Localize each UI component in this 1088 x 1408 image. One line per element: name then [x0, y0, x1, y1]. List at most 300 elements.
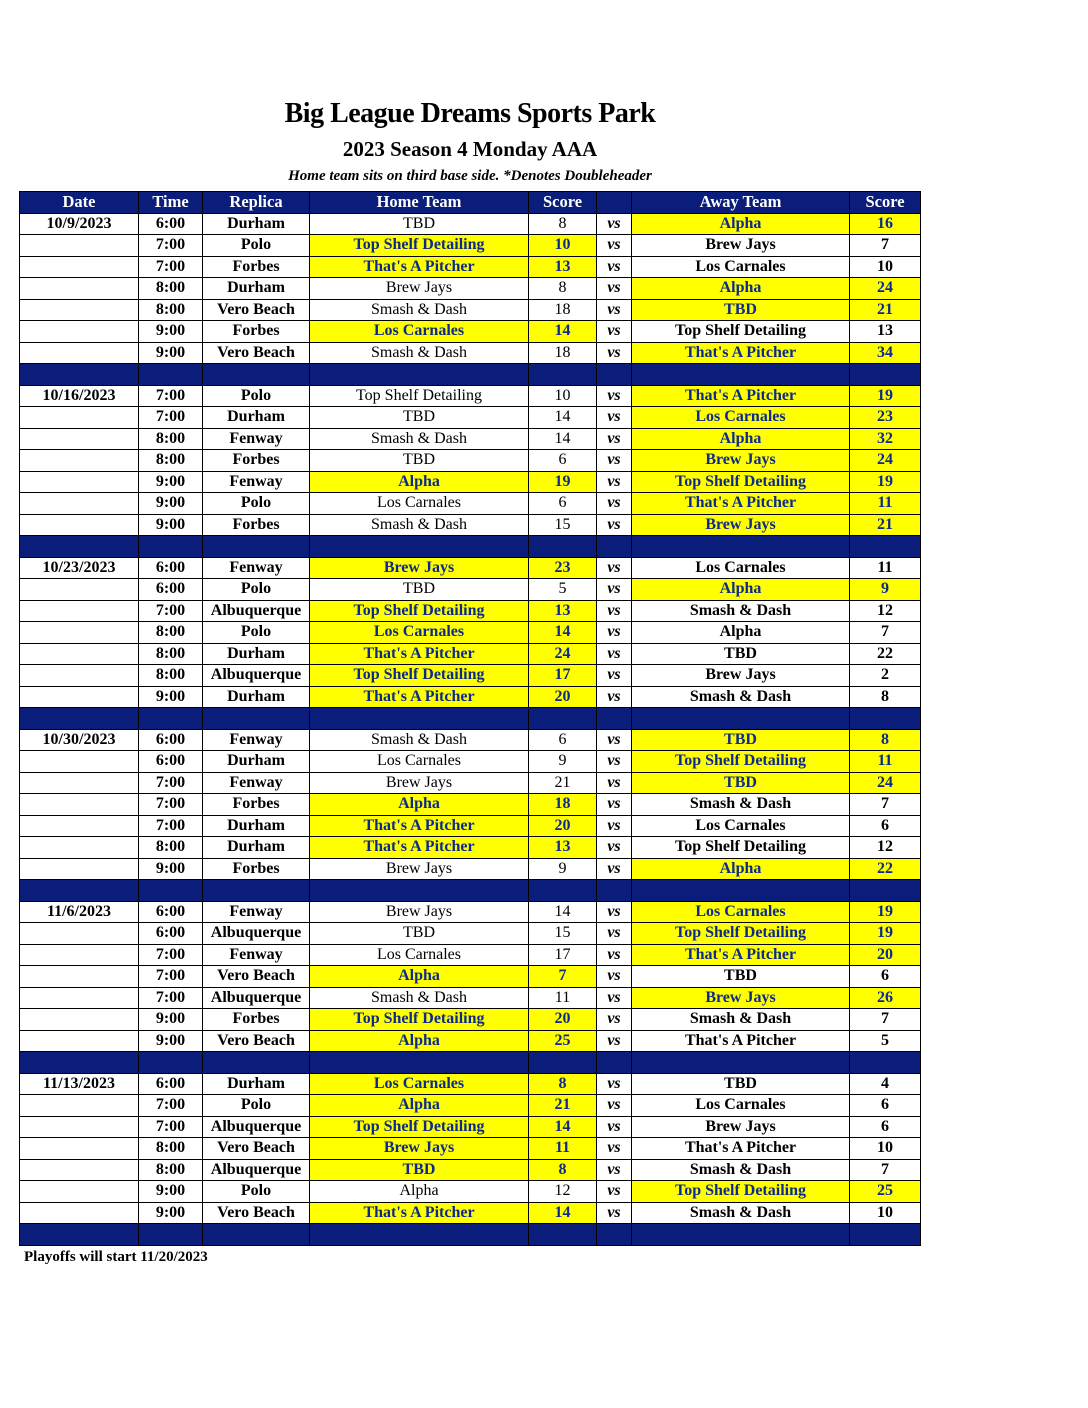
home-score-cell: 20: [529, 686, 597, 708]
field-cell: Forbes: [203, 256, 310, 278]
vs-cell: vs: [597, 299, 632, 321]
away-score-cell: 24: [850, 450, 921, 472]
away-score-cell: 10: [850, 1138, 921, 1160]
time-cell: 7:00: [139, 815, 203, 837]
vs-cell: vs: [597, 987, 632, 1009]
date-cell: 11/6/2023: [20, 901, 139, 923]
page-title: Big League Dreams Sports Park: [284, 98, 656, 129]
vs-cell: vs: [597, 1159, 632, 1181]
away-team-cell: Los Carnales: [632, 407, 850, 429]
home-team-cell: That's A Pitcher: [310, 643, 529, 665]
time-cell: 6:00: [139, 213, 203, 235]
home-score-cell: 14: [529, 622, 597, 644]
table-row: [20, 557, 921, 579]
home-score-cell: 21: [529, 772, 597, 794]
field-cell: Durham: [203, 837, 310, 859]
away-team-cell: Los Carnales: [632, 1095, 850, 1117]
field-cell: Albuquerque: [203, 600, 310, 622]
field-cell: Vero Beach: [203, 1138, 310, 1160]
table-row: [20, 923, 921, 945]
away-team-cell: That's A Pitcher: [632, 385, 850, 407]
table-row: [20, 751, 921, 773]
field-cell: Vero Beach: [203, 966, 310, 988]
home-score-cell: 13: [529, 256, 597, 278]
field-cell: Albuquerque: [203, 1116, 310, 1138]
time-cell: 8:00: [139, 622, 203, 644]
date-cell: [20, 471, 139, 493]
home-score-cell: 15: [529, 923, 597, 945]
away-team-cell: TBD: [632, 772, 850, 794]
vs-cell: vs: [597, 858, 632, 880]
away-team-cell: Brew Jays: [632, 665, 850, 687]
time-cell: 7:00: [139, 256, 203, 278]
date-cell: 10/16/2023: [20, 385, 139, 407]
time-cell: 9:00: [139, 1009, 203, 1031]
date-cell: [20, 256, 139, 278]
date-cell: [20, 622, 139, 644]
table-row: [20, 1202, 921, 1224]
away-team-cell: TBD: [632, 299, 850, 321]
home-team-cell: Los Carnales: [310, 944, 529, 966]
vs-cell: vs: [597, 1073, 632, 1095]
home-team-cell: TBD: [310, 1159, 529, 1181]
time-cell: 7:00: [139, 794, 203, 816]
schedule-note: Home team sits on third base side. *Denotes Doubleheader: [288, 168, 652, 184]
schedule-body: [20, 213, 921, 1245]
time-cell: 8:00: [139, 1138, 203, 1160]
home-team-cell: Brew Jays: [310, 1138, 529, 1160]
home-score-cell: 14: [529, 1116, 597, 1138]
field-cell: Albuquerque: [203, 923, 310, 945]
time-cell: 9:00: [139, 342, 203, 364]
separator-cell: [203, 880, 310, 902]
field-cell: Vero Beach: [203, 342, 310, 364]
away-score-cell: 6: [850, 815, 921, 837]
table-row: [20, 600, 921, 622]
away-team-cell: Brew Jays: [632, 235, 850, 257]
time-cell: 7:00: [139, 385, 203, 407]
date-cell: [20, 1181, 139, 1203]
vs-cell: vs: [597, 321, 632, 343]
home-team-cell: Smash & Dash: [310, 514, 529, 536]
separator-cell: [597, 536, 632, 558]
home-team-cell: TBD: [310, 450, 529, 472]
away-score-cell: 6: [850, 966, 921, 988]
time-cell: 8:00: [139, 278, 203, 300]
home-score-cell: 18: [529, 299, 597, 321]
vs-cell: vs: [597, 1202, 632, 1224]
home-team-cell: That's A Pitcher: [310, 815, 529, 837]
date-cell: [20, 514, 139, 536]
field-cell: Polo: [203, 579, 310, 601]
home-team-cell: TBD: [310, 579, 529, 601]
vs-cell: vs: [597, 1095, 632, 1117]
away-team-cell: TBD: [632, 1073, 850, 1095]
date-cell: [20, 1159, 139, 1181]
separator-cell: [632, 536, 850, 558]
separator-cell: [310, 1224, 529, 1246]
week-separator-row: [20, 708, 921, 730]
table-row: [20, 772, 921, 794]
separator-cell: [850, 536, 921, 558]
home-score-cell: 14: [529, 1202, 597, 1224]
away-score-cell: 10: [850, 256, 921, 278]
separator-cell: [310, 536, 529, 558]
field-cell: Fenway: [203, 944, 310, 966]
home-team-cell: Brew Jays: [310, 557, 529, 579]
table-header-row: [20, 192, 921, 214]
away-score-cell: 11: [850, 493, 921, 515]
separator-cell: [20, 364, 139, 386]
time-cell: 9:00: [139, 514, 203, 536]
away-score-cell: 7: [850, 794, 921, 816]
time-cell: 9:00: [139, 686, 203, 708]
home-team-cell: TBD: [310, 213, 529, 235]
home-team-cell: That's A Pitcher: [310, 1202, 529, 1224]
away-team-cell: Los Carnales: [632, 901, 850, 923]
date-cell: [20, 1202, 139, 1224]
home-score-cell: 6: [529, 493, 597, 515]
vs-cell: vs: [597, 579, 632, 601]
vs-cell: vs: [597, 944, 632, 966]
home-score-cell: 8: [529, 1073, 597, 1095]
away-team-cell: Los Carnales: [632, 557, 850, 579]
away-score-cell: 5: [850, 1030, 921, 1052]
separator-cell: [203, 1052, 310, 1074]
table-row: [20, 1095, 921, 1117]
vs-cell: vs: [597, 729, 632, 751]
home-team-cell: Los Carnales: [310, 1073, 529, 1095]
date-cell: [20, 815, 139, 837]
separator-cell: [203, 708, 310, 730]
date-cell: [20, 342, 139, 364]
time-cell: 9:00: [139, 1181, 203, 1203]
home-score-cell: 13: [529, 837, 597, 859]
home-score-cell: 10: [529, 235, 597, 257]
home-team-cell: Smash & Dash: [310, 987, 529, 1009]
vs-cell: vs: [597, 794, 632, 816]
home-team-cell: Top Shelf Detailing: [310, 1009, 529, 1031]
home-team-cell: Top Shelf Detailing: [310, 665, 529, 687]
vs-cell: vs: [597, 1030, 632, 1052]
vs-cell: vs: [597, 213, 632, 235]
away-team-cell: Alpha: [632, 278, 850, 300]
date-cell: [20, 923, 139, 945]
date-cell: [20, 321, 139, 343]
date-cell: [20, 428, 139, 450]
week-separator-row: [20, 1224, 921, 1246]
home-team-cell: Top Shelf Detailing: [310, 235, 529, 257]
date-cell: [20, 643, 139, 665]
home-score-cell: 18: [529, 342, 597, 364]
away-team-cell: TBD: [632, 966, 850, 988]
home-score-cell: 7: [529, 966, 597, 988]
field-cell: Durham: [203, 278, 310, 300]
table-row: [20, 385, 921, 407]
separator-cell: [850, 364, 921, 386]
separator-cell: [139, 1224, 203, 1246]
date-cell: [20, 665, 139, 687]
away-score-cell: 22: [850, 858, 921, 880]
away-team-cell: Top Shelf Detailing: [632, 471, 850, 493]
separator-cell: [139, 880, 203, 902]
field-cell: Forbes: [203, 321, 310, 343]
separator-cell: [310, 1052, 529, 1074]
vs-cell: vs: [597, 514, 632, 536]
time-cell: 7:00: [139, 1116, 203, 1138]
table-row: [20, 471, 921, 493]
time-cell: 8:00: [139, 837, 203, 859]
away-team-cell: TBD: [632, 643, 850, 665]
time-cell: 7:00: [139, 966, 203, 988]
field-cell: Durham: [203, 643, 310, 665]
table-row: [20, 493, 921, 515]
away-team-cell: Top Shelf Detailing: [632, 1181, 850, 1203]
away-team-cell: Smash & Dash: [632, 686, 850, 708]
field-cell: Forbes: [203, 450, 310, 472]
col-header-time: Time: [139, 192, 203, 214]
home-team-cell: Top Shelf Detailing: [310, 600, 529, 622]
date-cell: [20, 493, 139, 515]
time-cell: 8:00: [139, 1159, 203, 1181]
away-score-cell: 24: [850, 278, 921, 300]
table-row: [20, 342, 921, 364]
vs-cell: vs: [597, 493, 632, 515]
field-cell: Fenway: [203, 428, 310, 450]
home-score-cell: 6: [529, 450, 597, 472]
home-score-cell: 12: [529, 1181, 597, 1203]
away-team-cell: Alpha: [632, 858, 850, 880]
away-score-cell: 25: [850, 1181, 921, 1203]
col-header-date: Date: [20, 192, 139, 214]
home-score-cell: 14: [529, 428, 597, 450]
home-team-cell: TBD: [310, 923, 529, 945]
field-cell: Durham: [203, 1073, 310, 1095]
field-cell: Polo: [203, 493, 310, 515]
separator-cell: [597, 1052, 632, 1074]
table-row: [20, 901, 921, 923]
col-header-home-team: Home Team: [310, 192, 529, 214]
home-team-cell: Alpha: [310, 1030, 529, 1052]
field-cell: Vero Beach: [203, 1030, 310, 1052]
date-cell: [20, 1116, 139, 1138]
date-cell: [20, 1095, 139, 1117]
vs-cell: vs: [597, 1009, 632, 1031]
away-score-cell: 16: [850, 213, 921, 235]
separator-cell: [597, 1224, 632, 1246]
separator-cell: [310, 364, 529, 386]
home-team-cell: Alpha: [310, 1095, 529, 1117]
date-cell: [20, 837, 139, 859]
field-cell: Albuquerque: [203, 987, 310, 1009]
vs-cell: vs: [597, 342, 632, 364]
table-row: [20, 1009, 921, 1031]
page-subtitle: 2023 Season 4 Monday AAA: [342, 137, 598, 161]
away-team-cell: Brew Jays: [632, 514, 850, 536]
away-score-cell: 34: [850, 342, 921, 364]
away-score-cell: 19: [850, 901, 921, 923]
away-score-cell: 32: [850, 428, 921, 450]
home-score-cell: 21: [529, 1095, 597, 1117]
away-team-cell: Smash & Dash: [632, 794, 850, 816]
separator-cell: [139, 1052, 203, 1074]
home-team-cell: Alpha: [310, 794, 529, 816]
separator-cell: [529, 364, 597, 386]
separator-cell: [20, 880, 139, 902]
vs-cell: vs: [597, 450, 632, 472]
away-team-cell: Los Carnales: [632, 256, 850, 278]
away-team-cell: Los Carnales: [632, 815, 850, 837]
home-score-cell: 18: [529, 794, 597, 816]
table-row: [20, 256, 921, 278]
home-team-cell: Top Shelf Detailing: [310, 385, 529, 407]
home-score-cell: 8: [529, 278, 597, 300]
time-cell: 6:00: [139, 1073, 203, 1095]
separator-cell: [632, 1052, 850, 1074]
home-score-cell: 6: [529, 729, 597, 751]
col-header-away-team: Away Team: [632, 192, 850, 214]
field-cell: Fenway: [203, 772, 310, 794]
date-cell: [20, 1138, 139, 1160]
time-cell: 8:00: [139, 643, 203, 665]
field-cell: Albuquerque: [203, 665, 310, 687]
date-cell: [20, 751, 139, 773]
vs-cell: vs: [597, 686, 632, 708]
date-cell: [20, 772, 139, 794]
time-cell: 7:00: [139, 407, 203, 429]
away-score-cell: 10: [850, 1202, 921, 1224]
home-score-cell: 14: [529, 407, 597, 429]
away-team-cell: Smash & Dash: [632, 1159, 850, 1181]
table-row: [20, 1159, 921, 1181]
vs-cell: vs: [597, 901, 632, 923]
away-team-cell: TBD: [632, 729, 850, 751]
date-cell: [20, 450, 139, 472]
field-cell: Vero Beach: [203, 1202, 310, 1224]
date-cell: [20, 944, 139, 966]
home-team-cell: Top Shelf Detailing: [310, 1116, 529, 1138]
home-score-cell: 13: [529, 600, 597, 622]
vs-cell: vs: [597, 665, 632, 687]
separator-cell: [529, 1052, 597, 1074]
date-cell: 10/30/2023: [20, 729, 139, 751]
home-team-cell: Brew Jays: [310, 858, 529, 880]
away-score-cell: 24: [850, 772, 921, 794]
separator-cell: [850, 880, 921, 902]
field-cell: Durham: [203, 815, 310, 837]
date-cell: [20, 407, 139, 429]
vs-cell: vs: [597, 557, 632, 579]
away-team-cell: Smash & Dash: [632, 1202, 850, 1224]
table-row: [20, 622, 921, 644]
table-row: [20, 428, 921, 450]
home-team-cell: Smash & Dash: [310, 729, 529, 751]
vs-cell: vs: [597, 471, 632, 493]
date-cell: 10/23/2023: [20, 557, 139, 579]
away-score-cell: 12: [850, 837, 921, 859]
field-cell: Forbes: [203, 794, 310, 816]
away-team-cell: Top Shelf Detailing: [632, 837, 850, 859]
home-team-cell: Alpha: [310, 471, 529, 493]
separator-cell: [597, 708, 632, 730]
field-cell: Durham: [203, 751, 310, 773]
week-separator-row: [20, 364, 921, 386]
field-cell: Durham: [203, 686, 310, 708]
vs-cell: vs: [597, 837, 632, 859]
vs-cell: vs: [597, 1116, 632, 1138]
separator-cell: [139, 364, 203, 386]
date-cell: [20, 600, 139, 622]
separator-cell: [310, 708, 529, 730]
field-cell: Durham: [203, 407, 310, 429]
separator-cell: [529, 708, 597, 730]
away-team-cell: Alpha: [632, 579, 850, 601]
table-row: [20, 665, 921, 687]
separator-cell: [203, 1224, 310, 1246]
field-cell: Albuquerque: [203, 1159, 310, 1181]
away-score-cell: 23: [850, 407, 921, 429]
home-team-cell: Alpha: [310, 1181, 529, 1203]
time-cell: 6:00: [139, 751, 203, 773]
away-team-cell: Brew Jays: [632, 1116, 850, 1138]
away-team-cell: That's A Pitcher: [632, 1030, 850, 1052]
table-row: [20, 729, 921, 751]
col-header-home-score: Score: [529, 192, 597, 214]
time-cell: 7:00: [139, 987, 203, 1009]
week-separator-row: [20, 536, 921, 558]
time-cell: 7:00: [139, 944, 203, 966]
away-team-cell: Smash & Dash: [632, 1009, 850, 1031]
date-cell: [20, 858, 139, 880]
home-team-cell: Los Carnales: [310, 622, 529, 644]
col-header-away-score: Score: [850, 192, 921, 214]
time-cell: 7:00: [139, 235, 203, 257]
home-score-cell: 24: [529, 643, 597, 665]
week-separator-row: [20, 1052, 921, 1074]
away-score-cell: 9: [850, 579, 921, 601]
time-cell: 8:00: [139, 428, 203, 450]
away-score-cell: 7: [850, 235, 921, 257]
separator-cell: [632, 880, 850, 902]
away-score-cell: 19: [850, 471, 921, 493]
separator-cell: [20, 536, 139, 558]
vs-cell: vs: [597, 815, 632, 837]
separator-cell: [310, 880, 529, 902]
home-team-cell: Brew Jays: [310, 901, 529, 923]
separator-cell: [139, 708, 203, 730]
away-score-cell: 19: [850, 385, 921, 407]
home-score-cell: 10: [529, 385, 597, 407]
home-score-cell: 25: [529, 1030, 597, 1052]
schedule-table: [19, 191, 921, 1246]
time-cell: 9:00: [139, 1030, 203, 1052]
vs-cell: vs: [597, 1138, 632, 1160]
field-cell: Polo: [203, 235, 310, 257]
home-score-cell: 17: [529, 665, 597, 687]
time-cell: 8:00: [139, 450, 203, 472]
away-score-cell: 8: [850, 686, 921, 708]
vs-cell: vs: [597, 385, 632, 407]
home-team-cell: Brew Jays: [310, 772, 529, 794]
field-cell: Fenway: [203, 901, 310, 923]
time-cell: 9:00: [139, 321, 203, 343]
home-team-cell: Smash & Dash: [310, 428, 529, 450]
vs-cell: vs: [597, 751, 632, 773]
away-score-cell: 11: [850, 751, 921, 773]
date-cell: [20, 299, 139, 321]
table-row: [20, 966, 921, 988]
time-cell: 9:00: [139, 1202, 203, 1224]
